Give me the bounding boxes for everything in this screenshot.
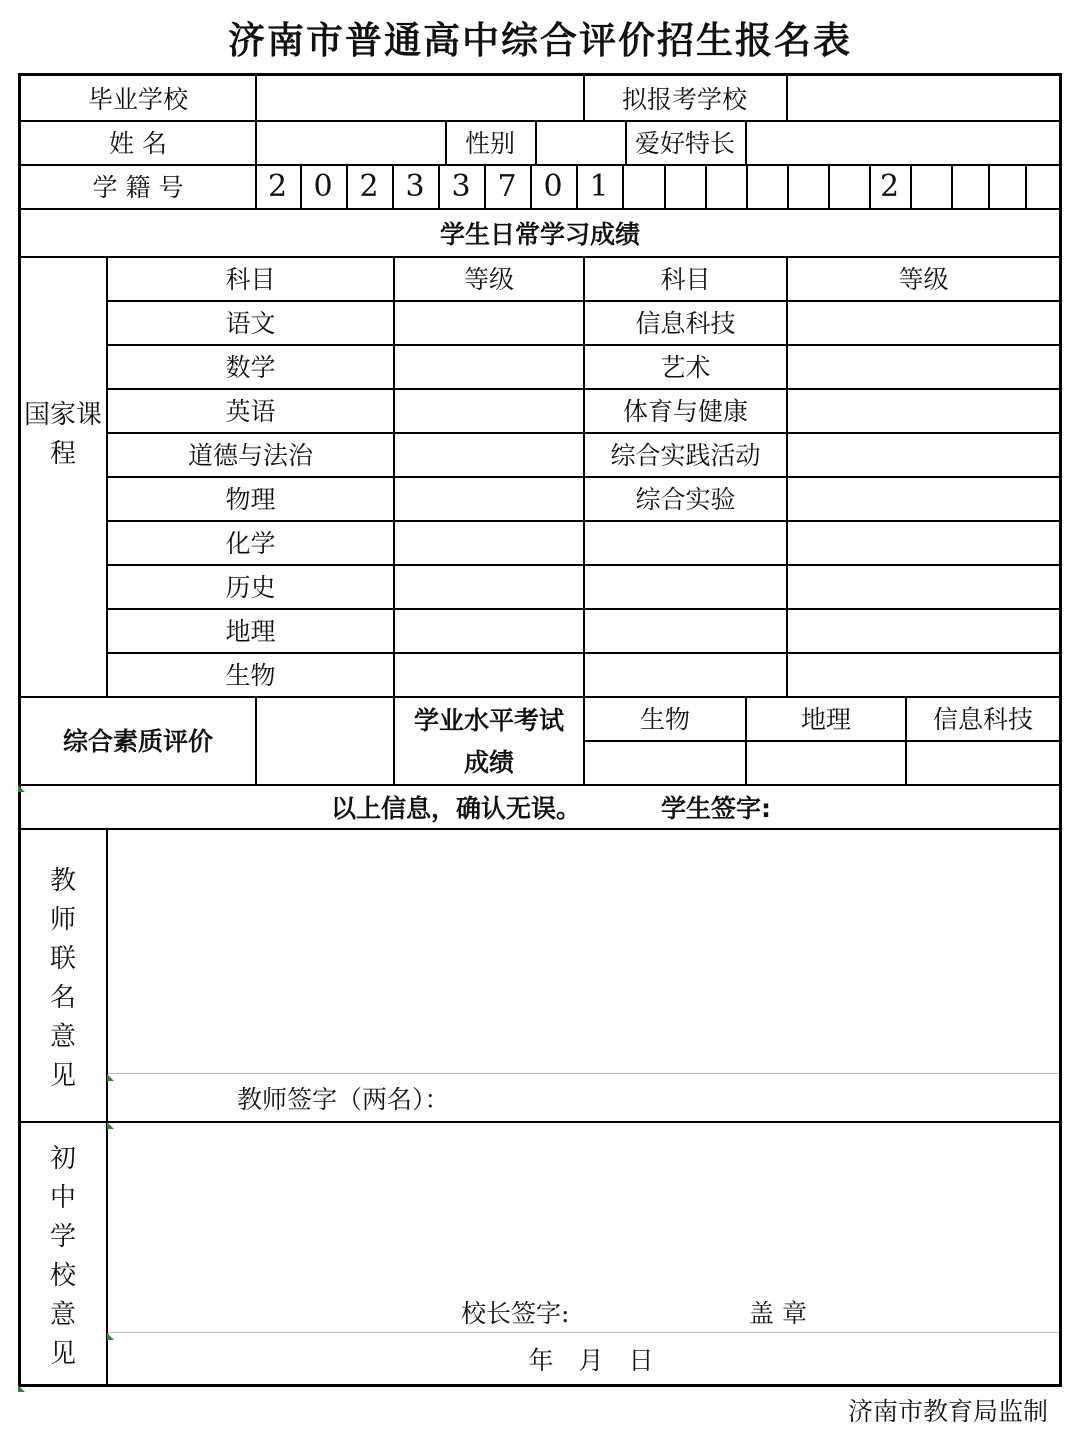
subject-left: 道德与法治 (187, 441, 313, 470)
exam-score-label-line2: 成绩 (463, 748, 514, 777)
principal-signature-label: 校长签字: (461, 1299, 570, 1328)
header-grade-left: 等级 (463, 265, 514, 294)
subject-right: 综合实践活动 (610, 441, 761, 470)
student-signature-label: 学生签字: (661, 794, 771, 823)
student-id-digit[interactable]: 2 (359, 168, 379, 204)
date-label: 年 月 日 (528, 1346, 654, 1375)
subject-left: 化学 (225, 529, 276, 558)
grades-section-title: 学生日常学习成绩 (439, 220, 640, 249)
grade-entry-column-left[interactable] (395, 300, 583, 696)
confirmation-text: 以上信息，确认无误。 (330, 794, 581, 823)
subject-left: 物理 (225, 485, 276, 514)
student-id-digit[interactable]: 3 (451, 168, 471, 204)
subject-left: 数学 (225, 353, 276, 382)
student-id-digit[interactable] (951, 164, 988, 208)
subject-left: 英语 (225, 397, 276, 426)
student-id-digit[interactable]: 1 (589, 168, 609, 204)
subject-right: 艺术 (660, 353, 711, 382)
teacher-signature-label: 教师签字（两名）： (237, 1085, 450, 1114)
student-id-digit[interactable]: 3 (405, 168, 425, 204)
footer-issuer: 济南市教育局监制 (847, 1397, 1048, 1426)
student-id-digit[interactable]: 0 (543, 168, 563, 204)
national-curriculum-label: 国家课程 (23, 400, 102, 469)
exam-subject: 地理 (800, 705, 851, 734)
subject-left: 历史 (225, 573, 276, 602)
student-id-digit[interactable] (910, 164, 951, 208)
quality-evaluation-input[interactable] (257, 696, 393, 784)
gender-label: 性别 (464, 129, 515, 158)
form-title: 济南市普通高中综合评价招生报名表 (228, 19, 852, 62)
subject-right: 综合实验 (635, 485, 736, 514)
student-id-digit[interactable] (787, 164, 828, 208)
quality-evaluation-label: 综合素质评价 (62, 727, 213, 756)
exam-subject: 信息科技 (932, 705, 1033, 734)
grade-entry-column-right[interactable] (788, 300, 1059, 696)
name-label: 姓 名 (109, 129, 167, 158)
graduation-school-label: 毕业学校 (87, 85, 188, 114)
gender-input[interactable] (537, 120, 625, 164)
student-id-digit[interactable] (988, 164, 1025, 208)
header-subject-right: 科目 (660, 265, 711, 294)
student-id-digit[interactable]: 2 (267, 168, 288, 204)
subject-left: 语文 (225, 309, 276, 338)
student-id-digit[interactable] (622, 164, 664, 208)
school-opinion-input[interactable] (108, 1123, 1059, 1283)
teacher-opinion-input[interactable] (108, 830, 1059, 1073)
intended-school-input[interactable] (788, 76, 1059, 120)
graduation-school-input[interactable] (257, 76, 583, 120)
exam-subject: 生物 (639, 705, 690, 734)
registration-form (18, 73, 1062, 1387)
subject-right: 体育与健康 (622, 397, 748, 426)
exam-score-label-line1: 学业水平考试 (413, 706, 564, 735)
subject-left: 生物 (225, 661, 276, 690)
intended-school-label: 拟报考学校 (621, 85, 747, 114)
student-id-digit[interactable] (705, 164, 746, 208)
hobbies-input[interactable] (747, 120, 1059, 164)
subject-right: 信息科技 (635, 309, 736, 338)
student-id-digit[interactable] (746, 164, 787, 208)
subject-left: 地理 (225, 617, 276, 646)
teacher-opinion-label: 教师联名意见 (49, 866, 76, 1091)
student-id-digit[interactable]: 7 (497, 168, 517, 204)
student-id-digit[interactable]: 0 (313, 168, 333, 204)
name-input[interactable] (257, 120, 445, 164)
header-grade-right: 等级 (898, 265, 949, 294)
header-subject-left: 科目 (225, 265, 276, 294)
student-id-digit[interactable] (664, 164, 705, 208)
school-opinion-label: 初中学校意见 (49, 1144, 76, 1369)
student-id-digit[interactable]: 2 (879, 168, 900, 204)
hobbies-label: 爱好特长 (634, 129, 735, 158)
student-id-digit[interactable] (828, 164, 869, 208)
seal-label: 盖 章 (749, 1299, 807, 1328)
student-id-label: 学 籍 号 (92, 173, 184, 202)
